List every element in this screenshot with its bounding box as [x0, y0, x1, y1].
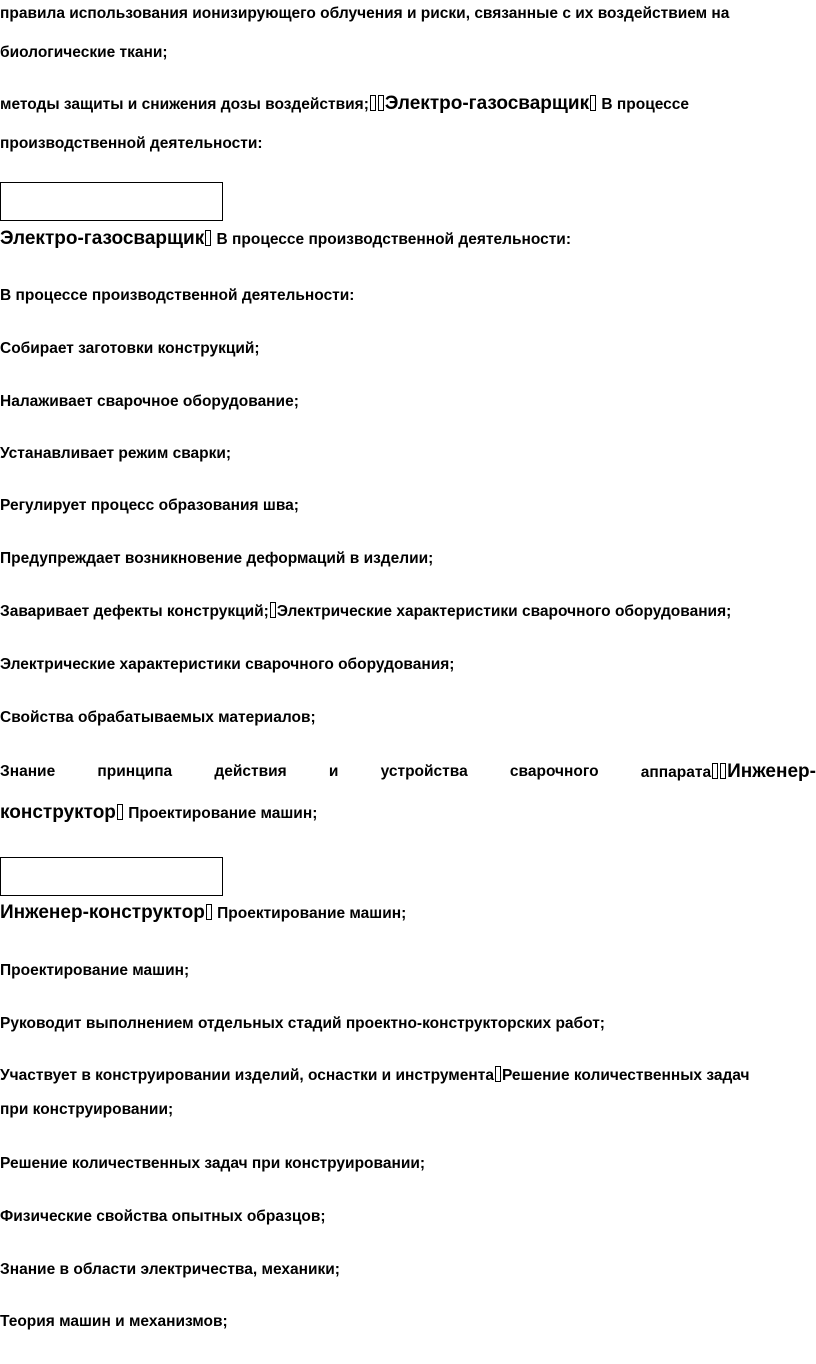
text: Знание в области электричества, механики;	[0, 1261, 340, 1278]
missing-glyph-icon	[590, 95, 596, 111]
text: Проектирование машин;	[0, 962, 190, 979]
word: аппарата	[640, 764, 712, 781]
text: В процессе	[601, 96, 690, 113]
text: производственной деятельности:	[0, 135, 263, 152]
word-group	[641, 762, 816, 783]
text: Решение количественных задач при конструировании;	[0, 1155, 426, 1172]
text-line	[0, 803, 317, 824]
text: Свойства обрабатываемых материалов;	[0, 709, 316, 726]
text: Налаживает сварочное оборудование;	[0, 393, 299, 410]
text: Руководит выполнением отдельных стадий проектно-конструкторских работ;	[0, 1015, 605, 1032]
job-title: Инженер-	[727, 761, 816, 782]
section-heading	[0, 903, 406, 924]
text-line	[0, 1014, 605, 1034]
text: Устанавливает режим сварки;	[0, 445, 232, 462]
text-line	[0, 1312, 228, 1332]
missing-glyph-icon	[720, 763, 726, 779]
text-line	[0, 961, 189, 981]
missing-glyph-icon	[370, 95, 376, 111]
text-line	[0, 602, 731, 622]
text-line	[0, 94, 689, 115]
word: Знание	[0, 763, 56, 780]
text: Теория машин и механизмов;	[0, 1313, 228, 1330]
missing-glyph-icon	[270, 602, 276, 618]
text: правила использования ионизирующего облучения и риски, связанные с их воздействием на	[0, 5, 730, 22]
text-line	[0, 4, 729, 24]
text: Электрические характеристики сварочного оборудования;	[0, 656, 455, 673]
text: Решение количественных задач	[501, 1067, 750, 1084]
word: сварочного	[509, 763, 599, 780]
image-placeholder-box	[0, 182, 223, 221]
word: и	[328, 763, 339, 780]
text-line	[0, 549, 433, 569]
text-line	[0, 286, 354, 306]
text: В процессе производственной деятельности:	[0, 287, 355, 304]
text-line	[0, 1066, 750, 1086]
word: принципа	[97, 763, 173, 780]
missing-glyph-icon	[205, 230, 211, 246]
text: Регулирует процесс образования шва;	[0, 497, 299, 514]
text-line	[0, 43, 168, 63]
text-line	[0, 708, 316, 728]
text-line	[0, 392, 299, 412]
job-title: конструктор	[0, 802, 116, 823]
text: Предупреждает возникновение деформаций в изделии;	[0, 550, 434, 567]
missing-glyph-icon	[712, 763, 718, 779]
text: Заваривает дефекты конструкций;	[0, 603, 269, 620]
text: Проектирование машин;	[217, 905, 407, 922]
word: действия	[214, 763, 287, 780]
text: при конструировании;	[0, 1101, 174, 1118]
text-line	[0, 134, 263, 154]
text: Физические свойства опытных образцов;	[0, 1208, 326, 1225]
text: Собирает заготовки конструкций;	[0, 340, 260, 357]
text: методы защиты и снижения дозы воздействия;	[0, 96, 369, 113]
image-placeholder-box	[0, 857, 223, 896]
text-line	[0, 496, 299, 516]
missing-glyph-icon	[117, 804, 123, 820]
job-title: Электро-газосварщик	[384, 93, 590, 114]
missing-glyph-icon	[206, 904, 212, 920]
text: В процессе производственной деятельности:	[216, 231, 571, 248]
missing-glyph-icon	[378, 95, 384, 111]
text: Электрические характеристики сварочного оборудования;	[276, 603, 732, 620]
job-title: Инженер-конструктор	[0, 902, 205, 923]
text: Проектирование машин;	[128, 805, 318, 822]
section-heading	[0, 229, 571, 250]
job-title: Электро-газосварщик	[0, 228, 205, 249]
text-line	[0, 1154, 425, 1174]
text-line	[0, 1100, 173, 1120]
text-line	[0, 655, 454, 675]
text-line	[0, 1207, 326, 1227]
text: Участвует в конструировании изделий, оснастки и инструмента	[0, 1067, 494, 1084]
text-line	[0, 1260, 340, 1280]
text-line	[0, 444, 231, 464]
text-line	[0, 339, 260, 359]
word: устройства	[380, 763, 468, 780]
missing-glyph-icon	[495, 1066, 501, 1082]
justified-line	[0, 762, 816, 783]
text: биологические ткани;	[0, 44, 168, 61]
